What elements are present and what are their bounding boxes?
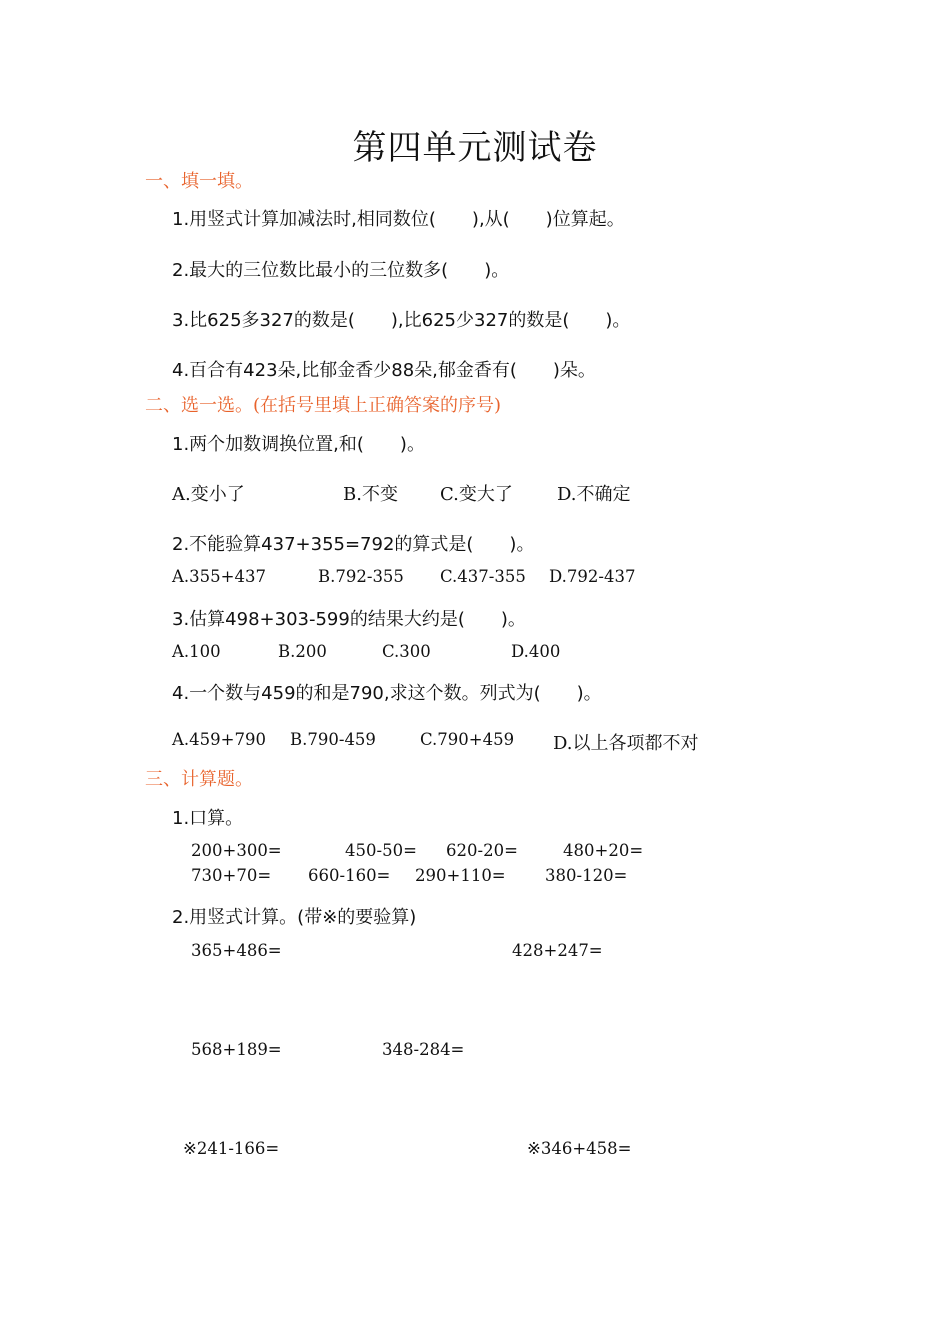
fill-question-2: 2.最大的三位数比最小的三位数多( )。 (172, 260, 510, 281)
oral-item: 290+110= (415, 866, 506, 885)
vertical-calc-item: 428+247= (512, 941, 603, 960)
fill-question-4: 4.百合有423朵,比郁金香少88朵,郁金香有( )朵。 (172, 360, 596, 381)
choice-4-option-a: A.459+790 (172, 730, 266, 749)
oral-item: 730+70= (191, 866, 272, 885)
section-heading-fill: 一、填一填。 (145, 171, 253, 192)
choice-1-option-d: D.不确定 (557, 484, 631, 505)
choice-3-option-d: D.400 (511, 642, 561, 661)
fill-question-3: 3.比625多327的数是( ),比625少327的数是( )。 (172, 310, 631, 331)
choice-2-option-d: D.792-437 (549, 567, 636, 586)
choice-1-option-b: B.不变 (343, 484, 398, 505)
choice-3-option-b: B.200 (278, 642, 327, 661)
choice-4-option-d: D.以上各项都不对 (553, 733, 699, 754)
choice-2-option-c: C.437-355 (440, 567, 526, 586)
choice-1-option-a: A.变小了 (172, 484, 245, 505)
oral-item: 380-120= (545, 866, 628, 885)
choice-2-option-a: A.355+437 (172, 567, 266, 586)
choice-question-1: 1.两个加数调换位置,和( )。 (172, 434, 425, 455)
choice-question-4: 4.一个数与459的和是790,求这个数。列式为( )。 (172, 683, 602, 704)
oral-item: 620-20= (446, 841, 518, 860)
vertical-calc-item: ※346+458= (527, 1139, 632, 1158)
section-heading-calc: 三、计算题。 (145, 769, 253, 790)
vertical-calc-item: ※241-166= (183, 1139, 280, 1158)
oral-item: 200+300= (191, 841, 282, 860)
vertical-calc-label: 2.用竖式计算。(带※的要验算) (172, 907, 417, 928)
section-heading-choice: 二、选一选。(在括号里填上正确答案的序号) (145, 395, 502, 416)
fill-question-1: 1.用竖式计算加减法时,相同数位( ),从( )位算起。 (172, 209, 625, 230)
page-title: 第四单元测试卷 (352, 128, 598, 168)
vertical-calc-item: 348-284= (382, 1040, 465, 1059)
choice-question-3: 3.估算498+303-599的结果大约是( )。 (172, 609, 526, 630)
choice-question-2: 2.不能验算437+355=792的算式是( )。 (172, 534, 535, 555)
oral-item: 480+20= (563, 841, 644, 860)
choice-2-option-b: B.792-355 (318, 567, 404, 586)
vertical-calc-item: 365+486= (191, 941, 282, 960)
choice-4-option-c: C.790+459 (420, 730, 515, 749)
oral-item: 660-160= (308, 866, 391, 885)
choice-1-option-c: C.变大了 (440, 484, 513, 505)
choice-3-option-c: C.300 (382, 642, 431, 661)
oral-item: 450-50= (345, 841, 417, 860)
oral-calc-label: 1.口算。 (172, 808, 244, 829)
choice-4-option-b: B.790-459 (290, 730, 376, 749)
choice-3-option-a: A.100 (172, 642, 221, 661)
vertical-calc-item: 568+189= (191, 1040, 282, 1059)
